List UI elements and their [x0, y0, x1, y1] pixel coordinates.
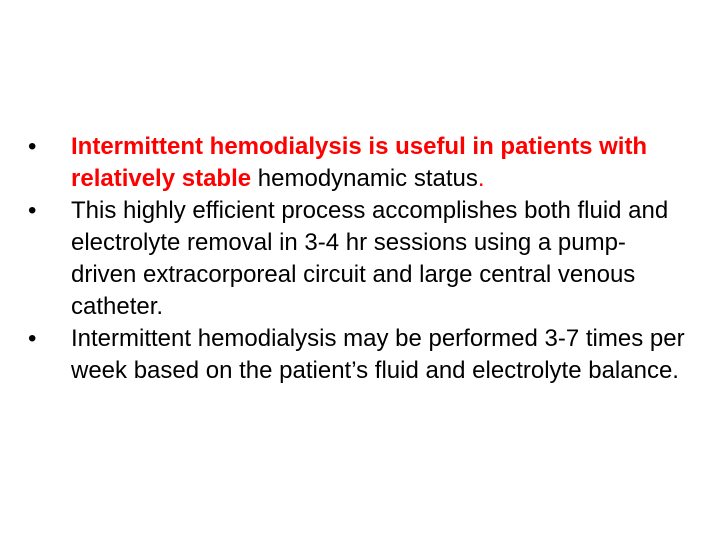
bullet-text: Intermittent hemodialysis may be performed 3-7 times per week based on the patient’s fluid and electrolyte balance. — [71, 325, 685, 384]
bullet-text: This highly efficient process accomplishes both fluid and electrolyte removal in 3-4 hr sessions using a pump-driven extracorporeal circuit and large central venous catheter. — [71, 197, 669, 320]
bullet-icon: • — [28, 325, 37, 352]
bullet-item-frequency — [28, 323, 688, 387]
bullet-item-hemodialysis-usefulness — [28, 131, 688, 195]
bullet-emphasis-text: Intermittent hemodialysis is useful in patients with relatively stable — [71, 133, 648, 192]
bullet-text: hemodynamic status — [251, 165, 478, 192]
bullet-icon: • — [28, 197, 37, 224]
bullet-icon: • — [28, 133, 37, 160]
bullet-list — [28, 131, 688, 387]
bullet-item-process-efficiency — [28, 195, 688, 323]
bullet-end-mark: . — [477, 165, 485, 192]
